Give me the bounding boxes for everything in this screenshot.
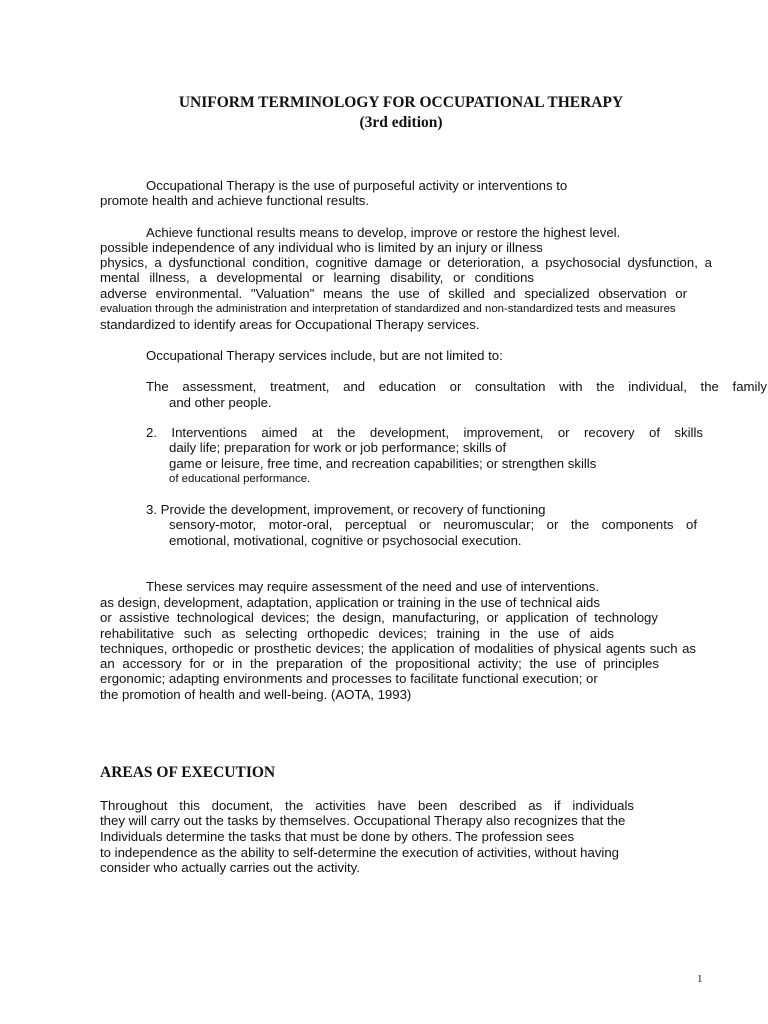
services-intro: Occupational Therapy services include, but are not limited to:	[146, 348, 503, 363]
paragraph-line: evaluation through the administration and interpretation of standardized and non-standardized tests and measures	[100, 303, 676, 315]
paragraph-line: mental illness, a developmental or learning disability, or conditions	[100, 270, 534, 285]
paragraph-line: standardized to identify areas for Occupational Therapy services.	[100, 317, 480, 332]
paragraph-line: promote health and achieve functional results.	[100, 193, 370, 208]
list-item-line: 3. Provide the development, improvement, or recovery of functioning	[146, 502, 546, 517]
page-number: 1	[697, 973, 703, 985]
paragraph-line: Individuals determine the tasks that must be done by others. The profession sees	[100, 829, 575, 844]
paragraph-line: an accessory for or in the preparation of the propositional activity; the use of principles	[100, 656, 659, 671]
list-item-line: The assessment, treatment, and education or consultation with the individual, the family	[146, 379, 767, 394]
list-item-line: daily life; preparation for work or job performance; skills of	[169, 440, 507, 455]
paragraph-line: consider who actually carries out the activity.	[100, 860, 360, 875]
list-item-line: and other people.	[169, 395, 272, 410]
paragraph-line: rehabilitative such as selecting orthopedic devices; training in the use of aids	[100, 626, 614, 641]
paragraph-line: physics, a dysfunctional condition, cognitive damage or deterioration, a psychosocial dysfunction, a	[100, 255, 712, 270]
list-item-line: sensory-motor, motor-oral, perceptual or neuromuscular; or the components of	[169, 517, 697, 532]
paragraph-line: possible independence of any individual who is limited by an injury or illness	[100, 240, 543, 255]
paragraph-line: These services may require assessment of the need and use of interventions.	[146, 579, 600, 594]
paragraph-line: Throughout this document, the activities have been described as if individuals	[100, 798, 634, 813]
paragraph-line: as design, development, adaptation, application or training in the use of technical aids	[100, 595, 600, 610]
paragraph-line: or assistive technological devices; the design, manufacturing, or application of technology	[100, 610, 658, 625]
paragraph-line: Occupational Therapy is the use of purposeful activity or interventions to	[146, 178, 568, 193]
list-item-line: emotional, motivational, cognitive or psychosocial execution.	[169, 533, 522, 548]
document-edition: (3rd edition)	[359, 114, 443, 131]
section-heading: AREAS OF EXECUTION	[100, 764, 276, 781]
paragraph-line: techniques, orthopedic or prosthetic devices; the application of modalities of physical agents such as	[100, 641, 696, 656]
paragraph-line: Achieve functional results means to develop, improve or restore the highest level.	[146, 225, 621, 240]
list-item-line: 2. Interventions aimed at the development, improvement, or recovery of skills	[146, 425, 703, 440]
paragraph-line: they will carry out the tasks by themselves. Occupational Therapy also recognizes that the	[100, 813, 626, 828]
paragraph-line: to independence as the ability to self-determine the execution of activities, without having	[100, 845, 620, 860]
paragraph-line: the promotion of health and well-being. (AOTA, 1993)	[100, 687, 412, 702]
paragraph-line: ergonomic; adapting environments and processes to facilitate functional execution; or	[100, 671, 598, 686]
list-item-line: game or leisure, free time, and recreation capabilities; or strengthen skills	[169, 456, 597, 471]
document-title: UNIFORM TERMINOLOGY FOR OCCUPATIONAL THERAPY	[178, 94, 624, 111]
paragraph-line: adverse environmental. "Valuation" means the use of skilled and specialized observation or	[100, 286, 687, 301]
list-item-line: of educational performance.	[169, 473, 311, 485]
